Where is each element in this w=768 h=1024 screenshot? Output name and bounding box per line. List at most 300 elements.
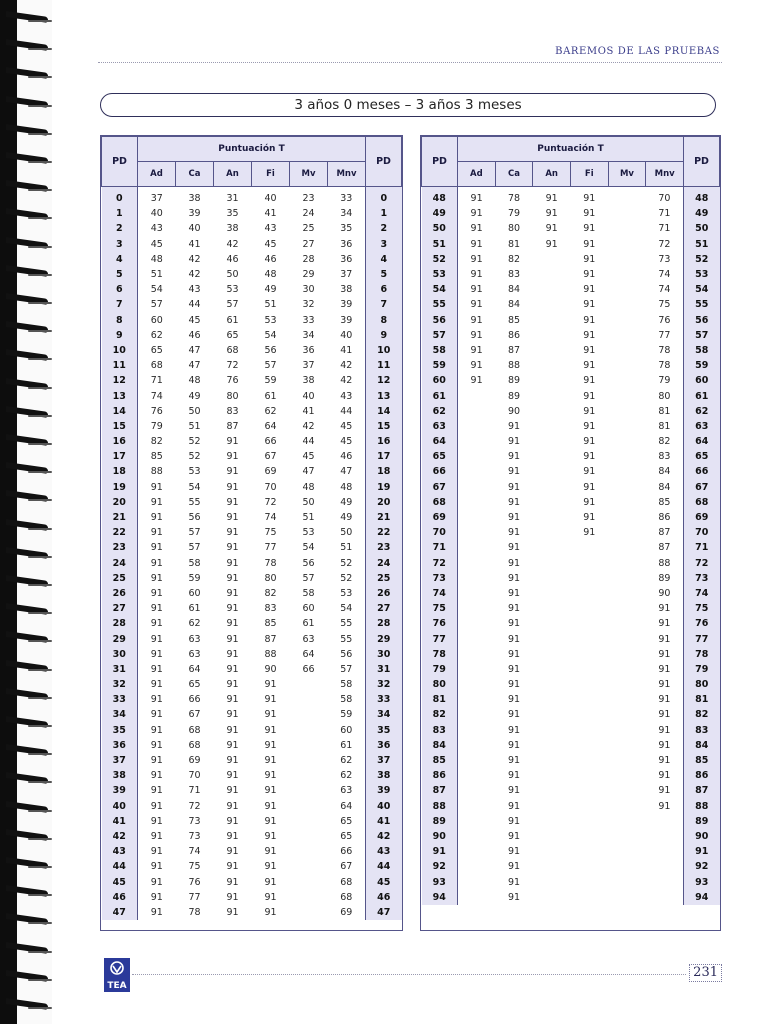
pd-cell: 44 bbox=[102, 859, 138, 874]
score-cell: 91 bbox=[507, 527, 521, 539]
score-cell bbox=[458, 571, 496, 586]
table-row bbox=[102, 313, 402, 328]
pd-cell: 86 bbox=[684, 768, 720, 783]
score-cell: 70 bbox=[188, 770, 201, 782]
score-cell bbox=[458, 723, 496, 738]
score-cell bbox=[458, 525, 496, 540]
score-cell: 78 bbox=[507, 193, 521, 205]
score-cell bbox=[458, 510, 496, 525]
pd-cell: 29 bbox=[366, 631, 402, 646]
table-row bbox=[422, 282, 720, 297]
score-cell bbox=[570, 540, 608, 555]
pd-cell: 79 bbox=[684, 662, 720, 677]
score-cell bbox=[570, 571, 608, 586]
pd-cell: 75 bbox=[422, 601, 458, 616]
score-cell: 91 bbox=[226, 830, 239, 842]
score-cell: 91 bbox=[226, 633, 239, 645]
score-cell: 72 bbox=[188, 800, 201, 812]
table-row bbox=[102, 449, 402, 464]
table-row bbox=[422, 495, 720, 510]
score-cell bbox=[533, 586, 571, 601]
score-cell bbox=[458, 404, 496, 419]
score-cell: 85 bbox=[264, 618, 277, 630]
pd-cell: 19 bbox=[102, 480, 138, 495]
score-cell: 91 bbox=[226, 770, 239, 782]
score-cell: 46 bbox=[188, 329, 201, 341]
score-cell: 91 bbox=[583, 420, 596, 432]
score-cell bbox=[570, 586, 608, 601]
score-cell: 91 bbox=[507, 618, 521, 630]
pd-cell: 84 bbox=[684, 738, 720, 753]
score-cell: 91 bbox=[470, 360, 483, 372]
score-cell: 79 bbox=[507, 208, 521, 220]
score-cell: 91 bbox=[226, 846, 239, 858]
pd-cell: 41 bbox=[102, 814, 138, 829]
table-row bbox=[102, 525, 402, 540]
score-cell bbox=[533, 723, 571, 738]
score-cell bbox=[608, 723, 646, 738]
score-cell: 80 bbox=[226, 390, 239, 402]
score-cell bbox=[608, 662, 646, 677]
score-cell bbox=[533, 252, 571, 267]
pd-cell: 6 bbox=[102, 282, 138, 297]
pd-cell: 92 bbox=[684, 859, 720, 874]
score-cell bbox=[533, 297, 571, 312]
score-cell bbox=[458, 449, 496, 464]
score-cell: 45 bbox=[340, 436, 353, 448]
table-row bbox=[422, 540, 720, 555]
binding-loop bbox=[6, 747, 48, 757]
score-cell: 91 bbox=[583, 360, 596, 372]
score-cell bbox=[458, 799, 496, 814]
pd-cell: 70 bbox=[422, 525, 458, 540]
table-row bbox=[102, 890, 402, 905]
score-cell bbox=[533, 814, 571, 829]
score-cell: 50 bbox=[188, 405, 201, 417]
table-row bbox=[422, 601, 720, 616]
score-cell: 91 bbox=[470, 299, 483, 311]
score-cell bbox=[608, 738, 646, 753]
score-cell: 61 bbox=[264, 390, 277, 402]
score-cell bbox=[608, 829, 646, 844]
pd-cell: 23 bbox=[366, 540, 402, 555]
pd-cell: 77 bbox=[684, 631, 720, 646]
binding-loop bbox=[6, 437, 48, 447]
pd-cell: 3 bbox=[102, 237, 138, 252]
score-cell: 58 bbox=[340, 694, 353, 706]
score-cell: 42 bbox=[188, 269, 201, 281]
pd-cell: 20 bbox=[366, 495, 402, 510]
score-cell: 54 bbox=[188, 481, 201, 493]
table-row bbox=[102, 373, 402, 388]
score-cell: 61 bbox=[226, 314, 239, 326]
table-row bbox=[422, 631, 720, 646]
pd-cell: 8 bbox=[366, 313, 402, 328]
pd-cell: 68 bbox=[422, 495, 458, 510]
binding-loop bbox=[6, 381, 48, 391]
score-cell: 91 bbox=[226, 512, 239, 524]
pd-cell: 17 bbox=[102, 449, 138, 464]
score-cell: 91 bbox=[658, 800, 671, 812]
pd-cell: 85 bbox=[684, 753, 720, 768]
table-row bbox=[422, 358, 720, 373]
score-cell: 91 bbox=[150, 694, 163, 706]
score-cell: 61 bbox=[188, 603, 201, 615]
score-cell: 47 bbox=[302, 466, 315, 478]
score-cell: 78 bbox=[188, 906, 201, 918]
pd-cell: 30 bbox=[102, 647, 138, 662]
table-row bbox=[422, 571, 720, 586]
pd-cell: 24 bbox=[366, 556, 402, 571]
score-table-right bbox=[420, 135, 721, 931]
score-cell: 91 bbox=[583, 208, 596, 220]
pd-cell: 11 bbox=[102, 358, 138, 373]
binding-loop bbox=[6, 945, 48, 955]
table-row bbox=[422, 187, 720, 207]
score-cell: 91 bbox=[150, 648, 163, 660]
score-cell: 36 bbox=[302, 344, 315, 356]
score-cell: 91 bbox=[583, 375, 596, 387]
pd-cell: 87 bbox=[684, 783, 720, 798]
score-cell: 91 bbox=[658, 663, 671, 675]
score-cell: 57 bbox=[188, 542, 201, 554]
pd-cell: 92 bbox=[422, 859, 458, 874]
table-row bbox=[422, 890, 720, 905]
pd-cell: 61 bbox=[422, 388, 458, 403]
page-number: 231 bbox=[689, 964, 722, 982]
score-cell: 91 bbox=[150, 861, 163, 873]
score-cell bbox=[533, 753, 571, 768]
score-cell: 91 bbox=[150, 481, 163, 493]
score-cell: 40 bbox=[340, 329, 353, 341]
table-row bbox=[102, 905, 402, 920]
pd-cell: 26 bbox=[102, 586, 138, 601]
score-cell bbox=[458, 540, 496, 555]
score-cell: 91 bbox=[226, 815, 239, 827]
pd-cell: 82 bbox=[422, 707, 458, 722]
score-cell: 91 bbox=[150, 876, 163, 888]
table-row bbox=[102, 206, 402, 221]
score-cell bbox=[533, 328, 571, 343]
score-cell: 91 bbox=[226, 891, 239, 903]
score-cell bbox=[533, 449, 571, 464]
pd-cell: 12 bbox=[366, 373, 402, 388]
table-row bbox=[102, 540, 402, 555]
score-cell bbox=[608, 358, 646, 373]
score-cell: 83 bbox=[658, 451, 671, 463]
score-cell: 87 bbox=[507, 344, 521, 356]
score-cell: 91 bbox=[150, 603, 163, 615]
table-body-right bbox=[422, 187, 720, 905]
pd-cell: 75 bbox=[684, 601, 720, 616]
pd-cell: 4 bbox=[366, 252, 402, 267]
score-cell: 35 bbox=[340, 223, 353, 235]
column-header: Mv bbox=[290, 162, 328, 187]
score-cell: 45 bbox=[188, 314, 201, 326]
running-header: BAREMOS DE LAS PRUEBAS bbox=[555, 46, 720, 57]
score-cell: 82 bbox=[507, 253, 521, 265]
binding-loop bbox=[6, 663, 48, 673]
table-row bbox=[102, 768, 402, 783]
pd-cell: 90 bbox=[422, 829, 458, 844]
score-cell: 71 bbox=[188, 785, 201, 797]
score-cell: 67 bbox=[188, 709, 201, 721]
pd-cell: 91 bbox=[422, 844, 458, 859]
pd-cell: 37 bbox=[102, 753, 138, 768]
score-cell bbox=[458, 844, 496, 859]
score-cell: 42 bbox=[302, 420, 315, 432]
score-cell: 79 bbox=[658, 375, 671, 387]
score-cell bbox=[458, 753, 496, 768]
score-cell: 91 bbox=[226, 572, 239, 584]
column-header: Mv bbox=[608, 162, 646, 187]
score-cell: 42 bbox=[340, 375, 353, 387]
score-cell: 56 bbox=[340, 648, 353, 660]
score-cell: 91 bbox=[507, 876, 521, 888]
score-cell: 44 bbox=[302, 436, 315, 448]
score-cell bbox=[608, 282, 646, 297]
table-row bbox=[422, 859, 720, 874]
score-cell: 91 bbox=[470, 314, 483, 326]
pd-cell: 57 bbox=[684, 328, 720, 343]
pd-cell: 20 bbox=[102, 495, 138, 510]
score-cell bbox=[533, 556, 571, 571]
score-cell bbox=[458, 586, 496, 601]
table-row bbox=[102, 328, 402, 343]
score-cell: 55 bbox=[340, 633, 353, 645]
score-cell: 66 bbox=[302, 663, 315, 675]
pd-cell: 33 bbox=[102, 692, 138, 707]
pd-cell: 72 bbox=[684, 556, 720, 571]
score-cell: 91 bbox=[226, 496, 239, 508]
score-cell bbox=[646, 890, 684, 905]
table-row bbox=[102, 707, 402, 722]
score-cell: 91 bbox=[150, 770, 163, 782]
score-cell: 69 bbox=[264, 466, 277, 478]
score-cell bbox=[533, 783, 571, 798]
score-cell: 87 bbox=[226, 420, 239, 432]
pd-cell: 27 bbox=[102, 601, 138, 616]
score-cell: 51 bbox=[150, 269, 163, 281]
score-cell: 91 bbox=[470, 329, 483, 341]
score-cell: 28 bbox=[302, 253, 315, 265]
table-row bbox=[102, 419, 402, 434]
pd-cell: 73 bbox=[422, 571, 458, 586]
binding-loop bbox=[6, 493, 48, 503]
pd-cell: 81 bbox=[422, 692, 458, 707]
score-cell: 91 bbox=[150, 512, 163, 524]
score-cell: 85 bbox=[507, 314, 521, 326]
score-cell: 67 bbox=[264, 451, 277, 463]
score-cell: 41 bbox=[188, 238, 201, 250]
score-cell: 91 bbox=[507, 512, 521, 524]
binding-loop bbox=[6, 409, 48, 419]
pd-cell: 15 bbox=[102, 419, 138, 434]
score-cell: 42 bbox=[226, 238, 239, 250]
score-cell: 91 bbox=[226, 527, 239, 539]
score-cell: 88 bbox=[264, 648, 277, 660]
score-cell: 83 bbox=[226, 405, 239, 417]
score-cell bbox=[608, 540, 646, 555]
score-cell bbox=[458, 616, 496, 631]
pd-cell: 53 bbox=[422, 267, 458, 282]
score-cell bbox=[290, 677, 328, 692]
score-cell bbox=[608, 313, 646, 328]
score-cell: 91 bbox=[264, 861, 277, 873]
score-cell: 38 bbox=[188, 193, 201, 205]
score-cell: 91 bbox=[507, 724, 521, 736]
table-row bbox=[102, 647, 402, 662]
table-row bbox=[422, 768, 720, 783]
pd-cell: 74 bbox=[684, 586, 720, 601]
score-cell: 91 bbox=[583, 527, 596, 539]
binding-loop bbox=[6, 719, 48, 729]
pd-cell: 50 bbox=[684, 221, 720, 236]
score-cell: 80 bbox=[507, 223, 521, 235]
score-cell bbox=[570, 723, 608, 738]
score-cell: 48 bbox=[264, 269, 277, 281]
score-cell: 37 bbox=[340, 269, 353, 281]
score-cell: 91 bbox=[226, 663, 239, 675]
score-cell bbox=[570, 859, 608, 874]
table-row bbox=[422, 313, 720, 328]
table-row bbox=[422, 510, 720, 525]
score-cell: 41 bbox=[340, 344, 353, 356]
score-cell bbox=[570, 647, 608, 662]
score-cell bbox=[290, 859, 328, 874]
score-cell: 73 bbox=[658, 253, 671, 265]
score-cell: 51 bbox=[302, 512, 315, 524]
score-cell bbox=[608, 187, 646, 207]
score-cell: 43 bbox=[150, 223, 163, 235]
pd-cell: 57 bbox=[422, 328, 458, 343]
score-cell: 29 bbox=[302, 269, 315, 281]
score-cell: 91 bbox=[264, 785, 277, 797]
binding-loop bbox=[6, 1001, 48, 1011]
table-row bbox=[422, 206, 720, 221]
pd-cell: 65 bbox=[422, 449, 458, 464]
score-cell: 91 bbox=[507, 420, 521, 432]
score-cell: 55 bbox=[188, 496, 201, 508]
score-cell: 39 bbox=[340, 314, 353, 326]
score-cell: 74 bbox=[264, 512, 277, 524]
pd-cell: 87 bbox=[422, 783, 458, 798]
pd-cell: 39 bbox=[102, 783, 138, 798]
score-cell: 54 bbox=[264, 329, 277, 341]
score-cell: 40 bbox=[302, 390, 315, 402]
score-cell bbox=[608, 221, 646, 236]
score-cell: 47 bbox=[340, 466, 353, 478]
score-cell: 91 bbox=[150, 830, 163, 842]
score-cell: 91 bbox=[150, 618, 163, 630]
table-row bbox=[422, 662, 720, 677]
score-cell: 62 bbox=[264, 405, 277, 417]
score-cell: 87 bbox=[264, 633, 277, 645]
score-cell bbox=[570, 814, 608, 829]
score-cell bbox=[608, 510, 646, 525]
score-cell: 24 bbox=[302, 208, 315, 220]
score-cell: 51 bbox=[264, 299, 277, 311]
score-cell: 72 bbox=[658, 238, 671, 250]
score-cell: 91 bbox=[583, 405, 596, 417]
pd-cell: 63 bbox=[422, 419, 458, 434]
score-cell: 91 bbox=[583, 193, 596, 205]
column-header: Fi bbox=[252, 162, 290, 187]
pd-cell: 84 bbox=[422, 738, 458, 753]
score-cell bbox=[290, 692, 328, 707]
score-cell bbox=[608, 388, 646, 403]
pd-cell: 29 bbox=[102, 631, 138, 646]
pd-cell: 22 bbox=[366, 525, 402, 540]
table-row bbox=[102, 221, 402, 236]
binding-loop bbox=[6, 127, 48, 137]
score-cell: 74 bbox=[658, 269, 671, 281]
score-cell: 36 bbox=[340, 238, 353, 250]
score-cell: 38 bbox=[226, 223, 239, 235]
score-cell: 33 bbox=[340, 193, 353, 205]
score-cell: 84 bbox=[507, 299, 521, 311]
pd-cell: 49 bbox=[684, 206, 720, 221]
score-cell bbox=[608, 647, 646, 662]
table-row bbox=[422, 844, 720, 859]
score-cell: 91 bbox=[264, 724, 277, 736]
pd-cell: 42 bbox=[366, 829, 402, 844]
score-cell: 37 bbox=[302, 360, 315, 372]
score-cell: 78 bbox=[658, 360, 671, 372]
score-cell: 59 bbox=[188, 572, 201, 584]
score-cell bbox=[533, 373, 571, 388]
score-cell: 41 bbox=[302, 405, 315, 417]
pd-cell: 79 bbox=[422, 662, 458, 677]
score-cell: 27 bbox=[302, 238, 315, 250]
score-cell: 53 bbox=[264, 314, 277, 326]
pd-cell: 37 bbox=[366, 753, 402, 768]
pd-header: PD bbox=[422, 137, 458, 187]
score-cell: 76 bbox=[150, 405, 163, 417]
score-cell bbox=[608, 419, 646, 434]
pd-cell: 68 bbox=[684, 495, 720, 510]
binding-loop bbox=[6, 240, 48, 250]
binding-loop bbox=[6, 211, 48, 221]
score-cell bbox=[608, 464, 646, 479]
pd-cell: 51 bbox=[684, 237, 720, 252]
score-cell: 91 bbox=[264, 800, 277, 812]
score-cell: 58 bbox=[340, 679, 353, 691]
score-cell: 91 bbox=[507, 663, 521, 675]
pd-cell: 60 bbox=[422, 373, 458, 388]
score-cell: 59 bbox=[340, 709, 353, 721]
table-row bbox=[422, 799, 720, 814]
score-cell bbox=[608, 616, 646, 631]
binding-loop bbox=[6, 832, 48, 842]
score-cell bbox=[608, 328, 646, 343]
score-cell bbox=[533, 388, 571, 403]
score-cell: 88 bbox=[658, 557, 671, 569]
pd-cell: 40 bbox=[366, 799, 402, 814]
pd-cell: 35 bbox=[366, 723, 402, 738]
table-row bbox=[102, 495, 402, 510]
score-cell bbox=[608, 343, 646, 358]
score-cell: 91 bbox=[226, 755, 239, 767]
pd-cell: 76 bbox=[684, 616, 720, 631]
pd-cell: 5 bbox=[102, 267, 138, 282]
score-cell bbox=[290, 738, 328, 753]
score-cell bbox=[458, 738, 496, 753]
score-cell: 57 bbox=[340, 663, 353, 675]
table-row bbox=[422, 874, 720, 889]
score-cell bbox=[290, 707, 328, 722]
pd-cell: 42 bbox=[102, 829, 138, 844]
